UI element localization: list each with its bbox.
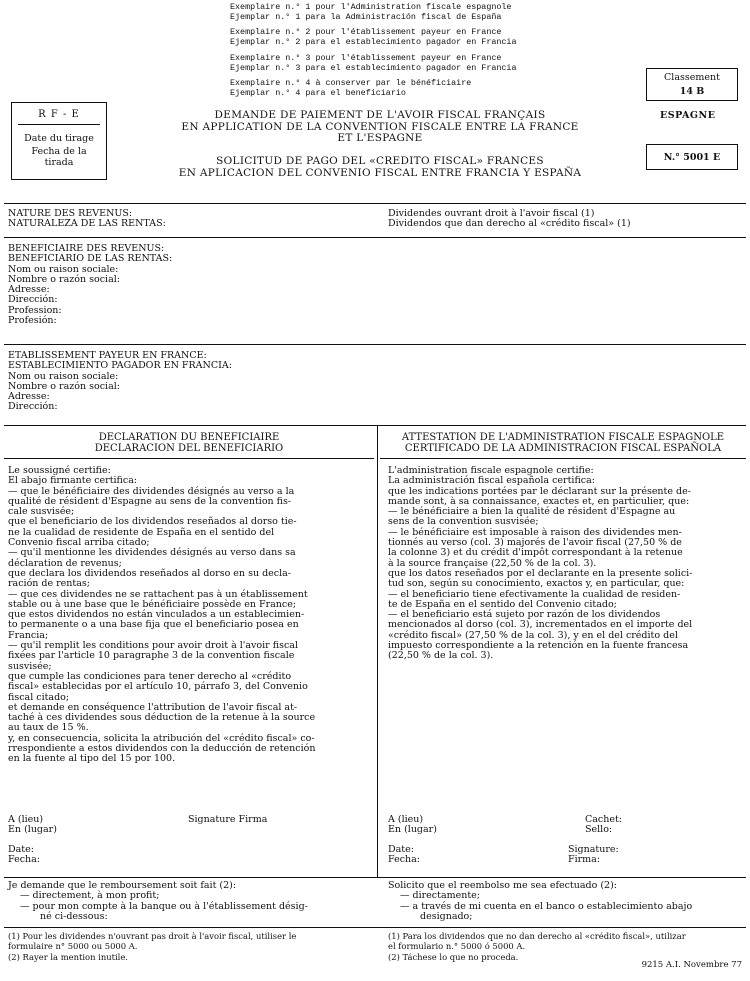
attestation-line: La administración fiscal española certifica: (388, 475, 595, 487)
beneficiary-heading-es: BENEFICIARIO DE LAS RENTAS: (8, 253, 173, 265)
footnote-1-es-cont: el formulario n.° 5000 ó 5000 A. (388, 941, 526, 952)
nature-label-fr: NATURE DES REVENUS: (8, 208, 133, 219)
attestation-line: — le bénéficiaire a bien la qualité de résident d'Espagne au (388, 506, 676, 518)
refund-es-option-bank-cont: designado; (420, 910, 473, 922)
copy-4-es: Ejemplar n.° 4 para el beneficiario (230, 88, 406, 99)
declaration-heading (4, 432, 374, 454)
declaration-body (8, 466, 315, 765)
refund-es-intro: Solicito que el reembolso me sea efectuado (2): (388, 880, 617, 891)
declaration-line: — qu'il remplit les conditions pour avoir droit à l'avoir fiscal (8, 640, 298, 652)
declaration-line: au taux de 15 %. (8, 722, 89, 734)
attestation-line: «crédito fiscal» (27,50 % de la col. 3), y en el del crédito del (388, 629, 678, 641)
rule-2 (4, 237, 746, 238)
classement-box (646, 68, 738, 101)
attestation-line: sens de la convention susvisée; (388, 516, 539, 528)
declaration-line: taché à ces dividendes sous déduction de la retenue à la source (8, 712, 316, 724)
copies-list-3 (230, 53, 516, 74)
declaration-signature[interactable]: Signature Firma (188, 814, 268, 825)
attestation-signature (568, 845, 619, 866)
beneficiary-address-es[interactable]: Dirección: (8, 294, 58, 306)
attestation-heading-es: CERTIFICADO DE LA ADMINISTRACION FISCAL ESPAÑOLA (404, 443, 722, 454)
attestation-body (388, 466, 692, 662)
declaration-line: Convenio fiscal arriba citado; (8, 537, 150, 549)
classement-label: Classement (664, 72, 720, 83)
attestation-signature-es[interactable]: Firma: (568, 854, 601, 866)
refund-fr-intro: Je demande que le remboursement soit fait (2): (8, 880, 237, 891)
footnote-1-fr: (1) Pour les dividendes n'ouvrant pas droit à l'avoir fiscal, utiliser le (8, 931, 297, 941)
attestation-cachet-fr: Cachet: (585, 814, 623, 825)
declaration-date-es[interactable]: Fecha: (8, 854, 40, 866)
rule-1 (4, 203, 746, 204)
copy-3-es: Ejemplar n.° 3 para el establecimiento pagador en Francia (230, 63, 517, 74)
refund-fr-option-bank-cont: né ci-dessous: (40, 910, 108, 922)
footnotes-fr (8, 931, 296, 962)
refund-es (388, 881, 692, 922)
attestation-heading (380, 432, 746, 454)
declaration-line: y, en consecuencia, solicita la atribución del «crédito fiscal» co- (8, 732, 315, 744)
declaration-place (8, 815, 57, 836)
attestation-line: L'administration fiscale espagnole certifie: (388, 465, 594, 476)
declaration-place-es[interactable]: En (lugar) (8, 824, 57, 836)
attestation-heading-fr: ATTESTATION DE L'ADMINISTRATION FISCALE ESPAGNOLE (401, 432, 725, 443)
nature-label-es: NATURALEZA DE LAS RENTAS: (8, 218, 166, 230)
declaration-line: que el beneficiario de los dividendos reseñados al dorso tie- (8, 516, 297, 528)
declaration-line: cale susvisée; (8, 506, 75, 518)
declaration-line: to permanente o a una base fija que el beneficiario posea en (8, 619, 299, 631)
declaration-line: que cumple las condiciones para tener derecho al «crédito (8, 670, 292, 682)
beneficiary-name-es[interactable]: Nombre o razón social: (8, 273, 120, 285)
attestation-line: — le bénéficiaire est imposable à raison des dividendes men- (388, 526, 682, 538)
copies-list-4 (230, 78, 471, 99)
declaration-line: stable ou à une base que le bénéficiaire possède en France; (8, 598, 297, 610)
copies-list-2 (230, 27, 516, 48)
attestation-line: tud son, según su conocimiento, exactos y, en particular, que: (388, 578, 685, 590)
declaration-line: — que le bénéficiaire des dividendes désignés au verso a la (8, 485, 295, 497)
fecha-tirada-label-1: Fecha de la (31, 146, 87, 157)
attestation-line: (22,50 % de la col. 3). (388, 650, 494, 662)
declaration-line: rrespondiente a estos dividendos con la deducción de retención (8, 743, 316, 755)
attestation-line: mencionados al dorso (col. 3), incrementados en el importe del (388, 619, 693, 631)
footnotes-es (388, 931, 686, 962)
refund-fr-option-bank[interactable]: — pour mon compte à la banque ou à l'établissement désig- (20, 900, 308, 912)
payer-section (8, 351, 232, 413)
copy-1-fr: Exemplaire n.° 1 pour l'Administration fiscale espagnole (230, 2, 512, 12)
attestation-date (388, 845, 420, 866)
attestation-line: — el beneficiario tiene efectivamente la cualidad de residen- (388, 588, 681, 600)
attestation-date-es[interactable]: Fecha: (388, 854, 420, 866)
attestation-heading-rule (380, 458, 746, 459)
form-number-box (646, 144, 738, 170)
title-es (130, 156, 630, 179)
title-fr-line1: DEMANDE DE PAIEMENT DE L'AVOIR FISCAL FRANÇAIS (214, 109, 546, 121)
payer-name-fr[interactable]: Nom ou raison sociale: (8, 370, 119, 382)
title-fr-line3: ET L'ESPAGNE (337, 132, 423, 144)
declaration-line: que estos dividendos no están vinculados a un establecimien- (8, 609, 305, 621)
attestation-place-fr[interactable]: A (lieu) (388, 814, 424, 825)
copy-2-fr: Exemplaire n.° 2 pour l'établissement payeur en France (230, 27, 502, 37)
nature-value-es: Dividendos que dan derecho al «crédito fiscal» (1) (388, 218, 631, 230)
country-label: ESPAGNE (660, 110, 716, 121)
declaration-line: — qu'il mentionne les dividendes désignés au verso dans sa (8, 547, 296, 559)
copy-3-fr: Exemplaire n.° 3 pour l'établissement payeur en France (230, 53, 502, 63)
attestation-sello-es: Sello: (585, 824, 613, 836)
rfe-box (11, 102, 107, 180)
payer-address-es[interactable]: Dirección: (8, 401, 58, 413)
attestation-cachet (585, 815, 622, 836)
payer-name-es[interactable]: Nombre o razón social: (8, 380, 120, 392)
footnote-1-fr-cont: formulaire n° 5000 ou 5000 A. (8, 941, 138, 952)
attestation-line: impuesto correspondiente a la retención en la fuente francesa (388, 640, 689, 652)
declaration-line: Le soussigné certifie: (8, 465, 111, 476)
declaration-line: en la fuente al tipo del 15 por 100. (8, 753, 176, 765)
copy-4-fr: Exemplaire n.° 4 à conserver par le bénéficiaire (230, 78, 472, 88)
declaration-heading-fr: DECLARATION DU BENEFICIAIRE (98, 432, 280, 443)
refund-es-option-bank[interactable]: — a través de mi cuenta en el banco o establecimiento abajo (400, 900, 693, 912)
attestation-signature-fr[interactable]: Signature: (568, 844, 619, 855)
fecha-tirada-label-2: tirada (44, 157, 74, 168)
rfe-code: R F - E (38, 109, 80, 120)
title-es-line1: SOLICITUD DE PAGO DEL «CREDITO FISCAL» FRANCES (216, 155, 544, 167)
beneficiary-profession-fr[interactable]: Profession: (8, 304, 62, 316)
declaration-line: que declara los dividendos reseñados al dorso en su decla- (8, 567, 292, 579)
declaration-line: fiscal citado; (8, 691, 70, 703)
title-fr (130, 110, 630, 145)
attestation-line: — el beneficiario está sujeto por razón de los dividendos (388, 609, 661, 621)
print-reference: 9215 A.I. Novembre 77 (641, 960, 742, 970)
declaration-line: ración de rentas; (8, 578, 90, 590)
declaration-date-fr[interactable]: Date: (8, 844, 34, 855)
declaration-line: ne la cualidad de residente de España en el sentido del (8, 526, 275, 538)
beneficiary-section (8, 244, 172, 326)
declaration-line: — que ces dividendes ne se rattachent pas à un établissement (8, 588, 308, 600)
declaration-heading-es: DECLARACION DEL BENEFICIARIO (94, 443, 284, 454)
declaration-line: déclaration de revenus; (8, 557, 122, 569)
declaration-line: qualité de résident d'Espagne au sens de la convention fis- (8, 495, 292, 507)
beneficiary-name-fr[interactable]: Nom ou raison sociale: (8, 263, 119, 275)
payer-heading-fr: ETABLISSEMENT PAYEUR EN FRANCE: (8, 350, 207, 361)
attestation-line: à la source française (22,50 % de la col. 3). (388, 557, 597, 569)
declaration-line: et demande en conséquence l'attribution de l'avoir fiscal at- (8, 701, 298, 713)
declaration-line: El abajo firmante certifica: (8, 475, 138, 487)
nature-value-fr: Dividendes ouvrant droit à l'avoir fiscal (1) (388, 208, 595, 219)
payer-heading-es: ESTABLECIMIENTO PAGADOR EN FRANCIA: (8, 360, 232, 372)
declaration-line: fiscal» establecidas por el artículo 10, párrafo 3, del Convenio (8, 681, 308, 693)
refund-fr (8, 881, 308, 922)
rule-6 (4, 927, 746, 928)
title-es-line2: EN APLICACION DEL CONVENIO FISCAL ENTRE FRANCIA Y ESPAÑA (178, 166, 582, 179)
beneficiary-heading-fr: BENEFICIAIRE DES REVENUS: (8, 243, 165, 254)
rule-3 (4, 344, 746, 345)
declaration-line: fixées par l'article 10 paragraphe 3 de la convention fiscale (8, 650, 295, 662)
attestation-line: la colonne 3) et du crédit d'impôt correspondant à la retenue (388, 547, 683, 559)
form-number: N.° 5001 E (663, 152, 721, 163)
refund-es-option-direct[interactable]: — directamente; (400, 890, 480, 902)
classement-value: 14 B (679, 86, 705, 97)
payer-address-fr[interactable]: Adresse: (8, 391, 50, 403)
column-divider (377, 426, 378, 878)
footnote-2-fr: (2) Rayer la mention inutile. (8, 951, 128, 962)
copy-2-es: Ejemplar n.° 2 para el establecimiento pagador en Francia (230, 37, 517, 48)
title-fr-line2: EN APPLICATION DE LA CONVENTION FISCALE ENTRE LA FRANCE (181, 120, 579, 133)
declaration-line: Francia; (8, 629, 49, 641)
copy-1-es: Ejemplar n.° 1 para la Administración fiscal de España (230, 12, 502, 23)
attestation-line: que les indications portées par le déclarant sur la présente de- (388, 485, 691, 497)
attestation-date-fr[interactable]: Date: (388, 844, 414, 855)
rule-4 (4, 425, 746, 426)
declaration-place-fr[interactable]: A (lieu) (8, 814, 44, 825)
attestation-line: te de España en el sentido del Convenio citado; (388, 598, 617, 610)
copies-list (230, 2, 511, 23)
date-tirage-label: Date du tirage (24, 133, 94, 144)
rule-5 (4, 877, 746, 878)
nature-labels (8, 209, 166, 230)
attestation-place (388, 815, 437, 836)
footnote-2-es: (2) Táchese lo que no proceda. (388, 951, 519, 962)
refund-fr-option-direct[interactable]: — directement, à mon profit; (20, 890, 160, 902)
declaration-line: susvisée; (8, 660, 52, 672)
attestation-place-es[interactable]: En (lugar) (388, 824, 437, 836)
declaration-heading-rule (4, 458, 374, 459)
beneficiary-profession-es[interactable]: Profesión: (8, 315, 57, 327)
declaration-date (8, 845, 40, 866)
beneficiary-address-fr[interactable]: Adresse: (8, 284, 50, 296)
attestation-line: que los datos reseñados por el declarante en la presente solici- (388, 567, 693, 579)
attestation-line: tionnés au verso (col. 3) majorés de l'avoir fiscal (27,50 % de (388, 537, 682, 549)
attestation-line: mande sont, à sa connaissance, exactes et, en particulier, que: (388, 495, 690, 507)
nature-values (388, 209, 631, 230)
footnote-1-es: (1) Para los dividendos que no dan derecho al «crédito fiscal», utilizar (388, 931, 686, 941)
